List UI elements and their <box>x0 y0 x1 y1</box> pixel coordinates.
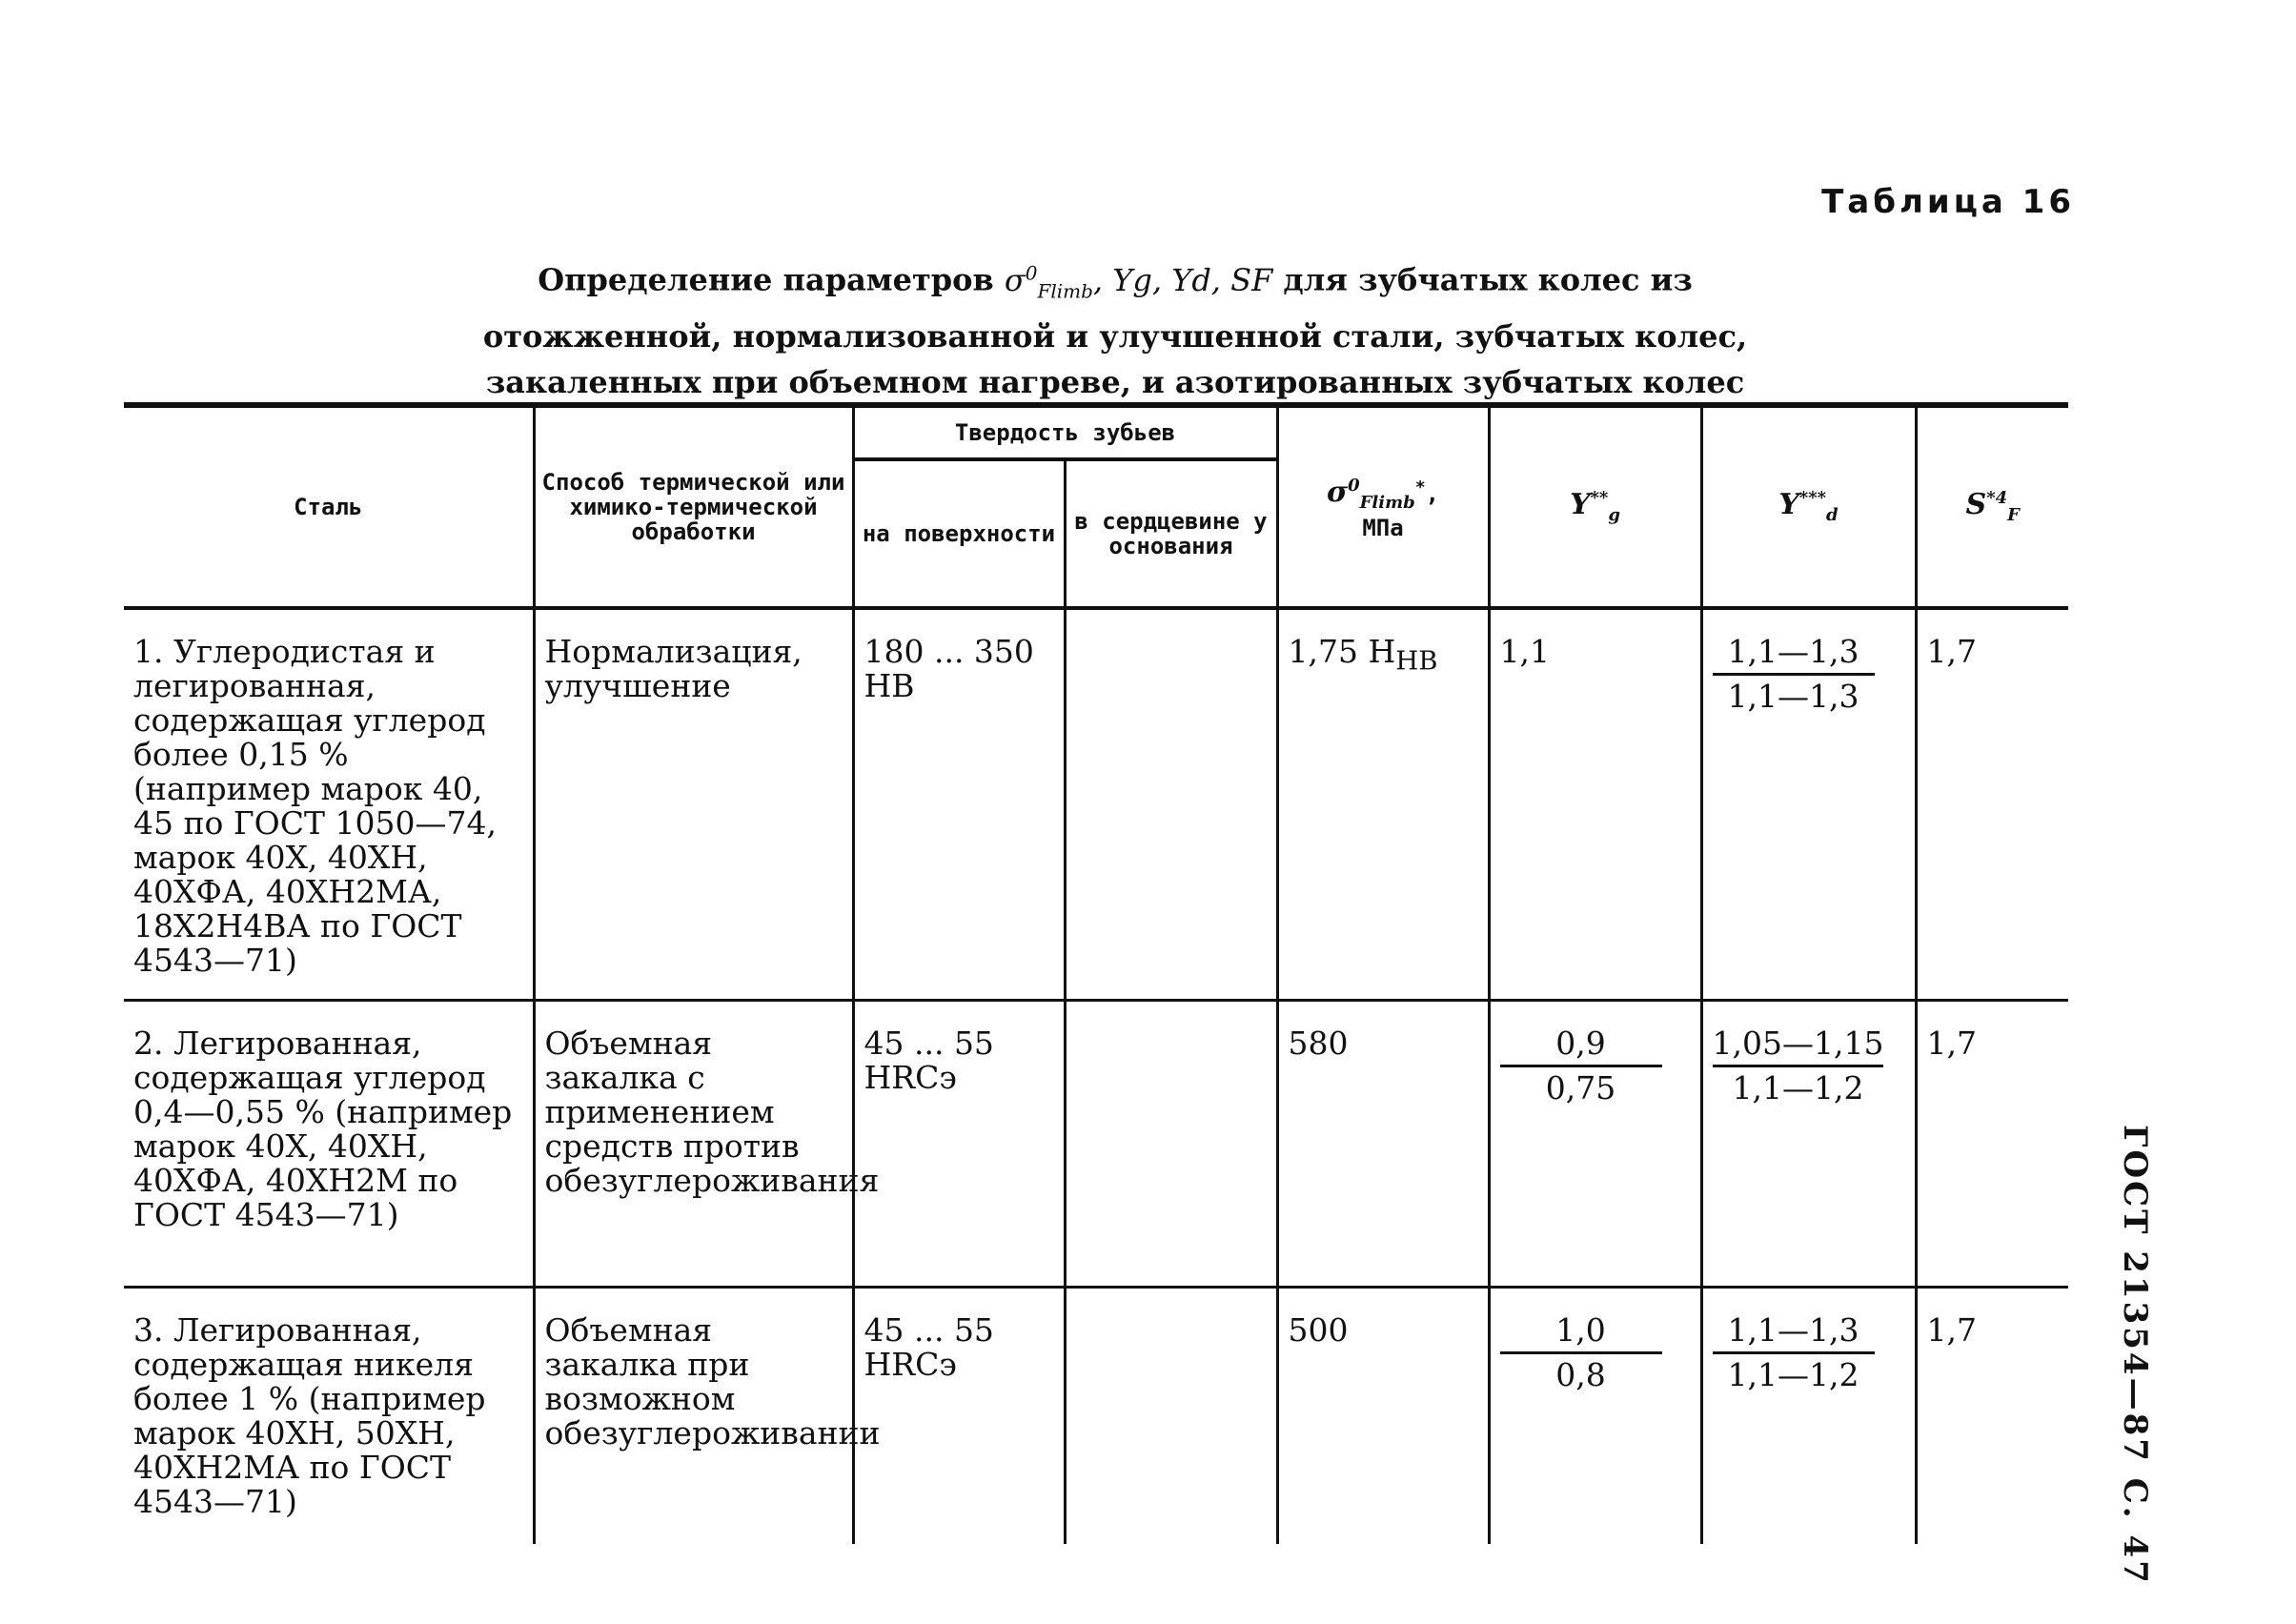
cell-method: Объемная закалка при возможном обезуглероживании <box>534 1288 853 1545</box>
table-caption: Таблица 16 <box>1821 183 2075 221</box>
header-core: в сердцевине у основания <box>1065 459 1277 608</box>
header-sf: $S^{*4}_F$ <box>1916 405 2068 608</box>
title-line2: отожженной, нормализованной и улучшенной стали, зубчатых колес, <box>482 318 1748 355</box>
cell-steel: 2. Легированная, содержащая углерод 0,4—0,55 % (например марок 40Х, 40ХН, 40ХФА, 40ХН2М по ГОСТ 4543—71) <box>124 1001 534 1288</box>
cell-method: Объемная закалка с применением средств против обезуглероживания <box>534 1001 853 1288</box>
title-line1-a: Определение параметров <box>538 261 994 298</box>
title-line1-b: для зубчатых колес из <box>1283 261 1693 298</box>
title-symbols: $\sigma^0_{Flimb}$, Yg, Yd, SF <box>1004 261 1273 303</box>
cell-method: Нормализация, улучшение <box>534 608 853 1001</box>
header-sigma: $\sigma^0_{Flimb}^*$, МПа <box>1277 405 1489 608</box>
cell-core <box>1065 608 1277 1001</box>
cell-yd: $\frac{1,05—1,15}{1,1—1,2}$ <box>1701 1001 1916 1288</box>
cell-sigma: 500 <box>1277 1288 1489 1545</box>
cell-steel: 1. Углеродистая и легированная, содержащая углерод более 0,15 % (например марок 40, 45 по ГОСТ 1050—74, марок 40Х, 40ХН, 40ХФА, 40ХН2МА, 18Х2Н4ВА по ГОСТ 4543—71) <box>133 633 497 979</box>
cell-yg: $\frac{1,0}{0,8}$ <box>1489 1288 1701 1545</box>
cell-sf: 1,7 <box>1916 608 2068 1001</box>
header-steel: Сталь <box>124 405 534 608</box>
cell-sf: 1,7 <box>1916 1001 2068 1288</box>
cell-core <box>1065 1288 1277 1545</box>
cell-yd: $\frac{1,1—1,3}{1,1—1,3}$ <box>1701 608 1916 1001</box>
header-yg: $Y^{**}_g$ <box>1489 405 1701 608</box>
header-hardness: Твердость зубьев <box>853 405 1277 459</box>
cell-core <box>1065 1001 1277 1288</box>
cell-sigma: 1,75 $Н_{НВ}$ <box>1277 608 1489 1001</box>
parameters-table <box>124 402 2068 1544</box>
table-row <box>124 608 2068 1001</box>
cell-surface: 180 ... 350 НВ <box>853 608 1065 1001</box>
cell-surface: 45 ... 55 HRCэ <box>853 1288 1065 1545</box>
header-method: Способ термической или химико-термической обработки <box>534 405 853 608</box>
title-line3: закаленных при объемном нагреве, и азотированных зубчатых колес <box>485 364 1745 401</box>
table-row <box>124 1001 2068 1288</box>
cell-yd: $\frac{1,1—1,3}{1,1—1,2}$ <box>1701 1288 1916 1545</box>
side-page-label: ГОСТ 21354—87 С. 47 <box>2116 1125 2154 1586</box>
table-row <box>124 1288 2068 1545</box>
table-title <box>419 250 1811 405</box>
header-surface: на поверхности <box>853 459 1065 608</box>
cell-sigma: 580 <box>1277 1001 1489 1288</box>
cell-yg: $\frac{0,9}{0,75}$ <box>1489 1001 1701 1288</box>
cell-surface: 45 ... 55 HRCэ <box>853 1001 1065 1288</box>
cell-yg: 1,1 <box>1489 608 1701 1001</box>
header-yd: $Y^{***}_d$ <box>1701 405 1916 608</box>
cell-sf: 1,7 <box>1916 1288 2068 1545</box>
cell-steel: 3. Легированная, содержащая никеля более 1 % (например марок 40ХН, 50ХН, 40ХН2МА по ГОСТ 4543—71) <box>124 1288 534 1545</box>
